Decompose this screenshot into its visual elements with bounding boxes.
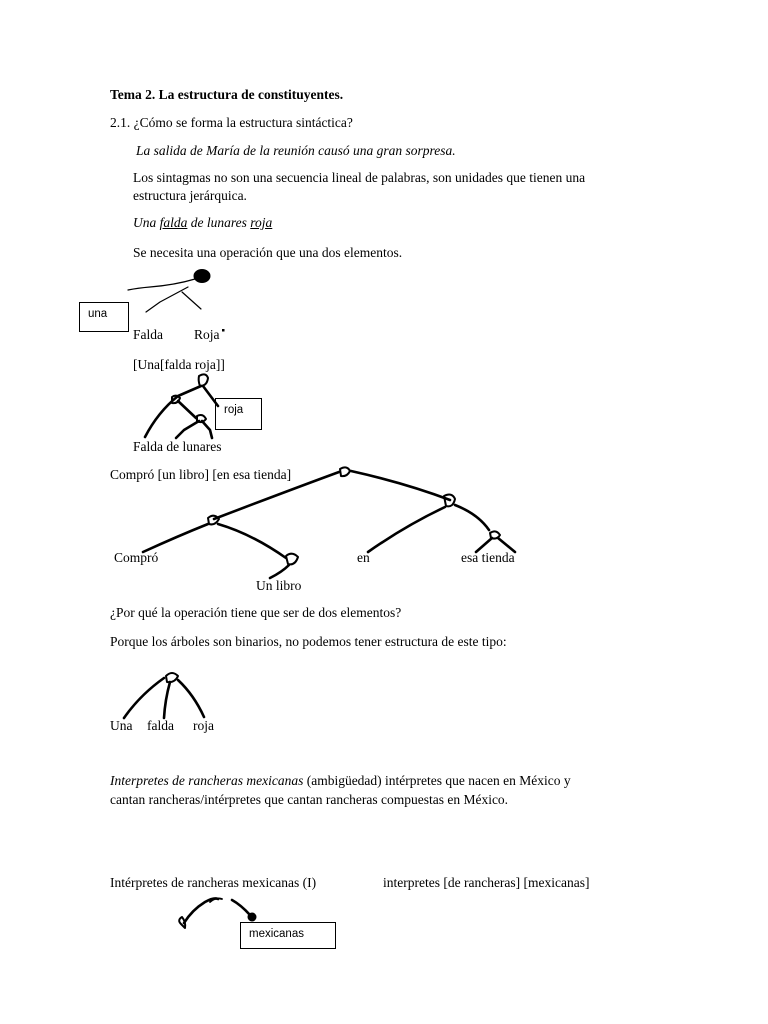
branch bbox=[202, 421, 212, 438]
paragraph-line: Los sintagmas no son una secuencia lineal de palabras, son unidades que tienen una bbox=[133, 170, 586, 185]
branch bbox=[351, 471, 450, 500]
paragraph-line: Se necesita una operación que una dos elementos. bbox=[133, 245, 403, 260]
label-box-mexicanas: mexicanas bbox=[240, 922, 336, 949]
question-text: ¿Por qué la operación tiene que ser de dos elementos? bbox=[110, 605, 402, 620]
tree-leaf: Compró bbox=[114, 550, 159, 565]
paragraph-line: estructura jerárquica. bbox=[133, 188, 247, 203]
paragraph-text: (ambigüedad) intérpretes que nacen en México y bbox=[303, 773, 571, 788]
branch bbox=[203, 386, 218, 406]
phrase-word-underlined: falda bbox=[159, 215, 188, 230]
tree-leaf: Una bbox=[110, 718, 133, 733]
tree-leaf: Falda bbox=[133, 327, 163, 342]
branch bbox=[455, 505, 489, 530]
branch bbox=[476, 538, 492, 552]
example-sentence: La salida de María de la reunión causó una gran sorpresa. bbox=[136, 143, 456, 158]
tree-leaf: roja bbox=[193, 718, 214, 733]
branch bbox=[145, 386, 201, 437]
paragraph-line: cantan rancheras/intérpretes que cantan rancheras compuestas en México. bbox=[110, 792, 509, 807]
branch bbox=[178, 680, 204, 717]
branch bbox=[124, 678, 164, 718]
tree-node bbox=[199, 374, 208, 386]
tree-node bbox=[166, 673, 178, 682]
example-phrase-left: Intérpretes de rancheras mexicanas (I) bbox=[110, 875, 317, 890]
label-box-una: una bbox=[79, 302, 129, 332]
tree-node bbox=[248, 913, 256, 921]
tree4-drawing bbox=[124, 673, 204, 718]
tree-leaf: Un libro bbox=[256, 578, 302, 593]
tree-node bbox=[340, 467, 350, 476]
tree-leaf: esa tienda bbox=[461, 550, 515, 565]
bracket-notation: [Una[falda roja]] bbox=[133, 357, 225, 372]
ambiguous-phrase: Interpretes de rancheras mexicanas bbox=[110, 773, 304, 788]
tree-leaf: falda bbox=[147, 718, 174, 733]
tree-leaf: Roja bbox=[194, 327, 220, 342]
tree-leaf: Falda de lunares bbox=[133, 439, 222, 454]
faint-branch bbox=[146, 287, 188, 312]
branch bbox=[270, 565, 289, 578]
faint-branch bbox=[182, 292, 201, 309]
page-title: Tema 2. La estructura de constituyentes. bbox=[110, 87, 344, 102]
phrase-word-underlined: roja bbox=[250, 215, 273, 230]
phrase-word: Una bbox=[133, 215, 157, 230]
example-sentence: Compró [un libro] [en esa tienda] bbox=[110, 467, 292, 482]
tree3-drawing bbox=[143, 467, 515, 578]
section-heading: 2.1. ¿Cómo se forma la estructura sintáctica? bbox=[110, 115, 353, 130]
tree-node bbox=[194, 270, 210, 283]
branch bbox=[214, 472, 339, 519]
example-phrase-right: interpretes [de rancheras] [mexicanas] bbox=[383, 875, 590, 890]
tree2-drawing bbox=[145, 374, 218, 438]
branch bbox=[178, 401, 196, 418]
branch bbox=[218, 524, 286, 558]
label-box-roja: roja bbox=[215, 398, 262, 430]
branch bbox=[176, 421, 199, 438]
tree5-drawing bbox=[179, 898, 256, 928]
branch bbox=[164, 682, 170, 718]
answer-text: Porque los árboles son binarios, no podemos tener estructura de este tipo: bbox=[110, 634, 507, 649]
tree-leaf: en bbox=[357, 550, 370, 565]
tree1-drawing bbox=[128, 270, 225, 332]
branch bbox=[368, 507, 445, 552]
phrase-word: de lunares bbox=[190, 215, 247, 230]
branch bbox=[184, 898, 218, 923]
branch bbox=[143, 524, 208, 552]
branch bbox=[232, 900, 250, 915]
branch bbox=[498, 538, 515, 552]
tree-node bbox=[286, 554, 298, 565]
dot bbox=[222, 329, 225, 332]
